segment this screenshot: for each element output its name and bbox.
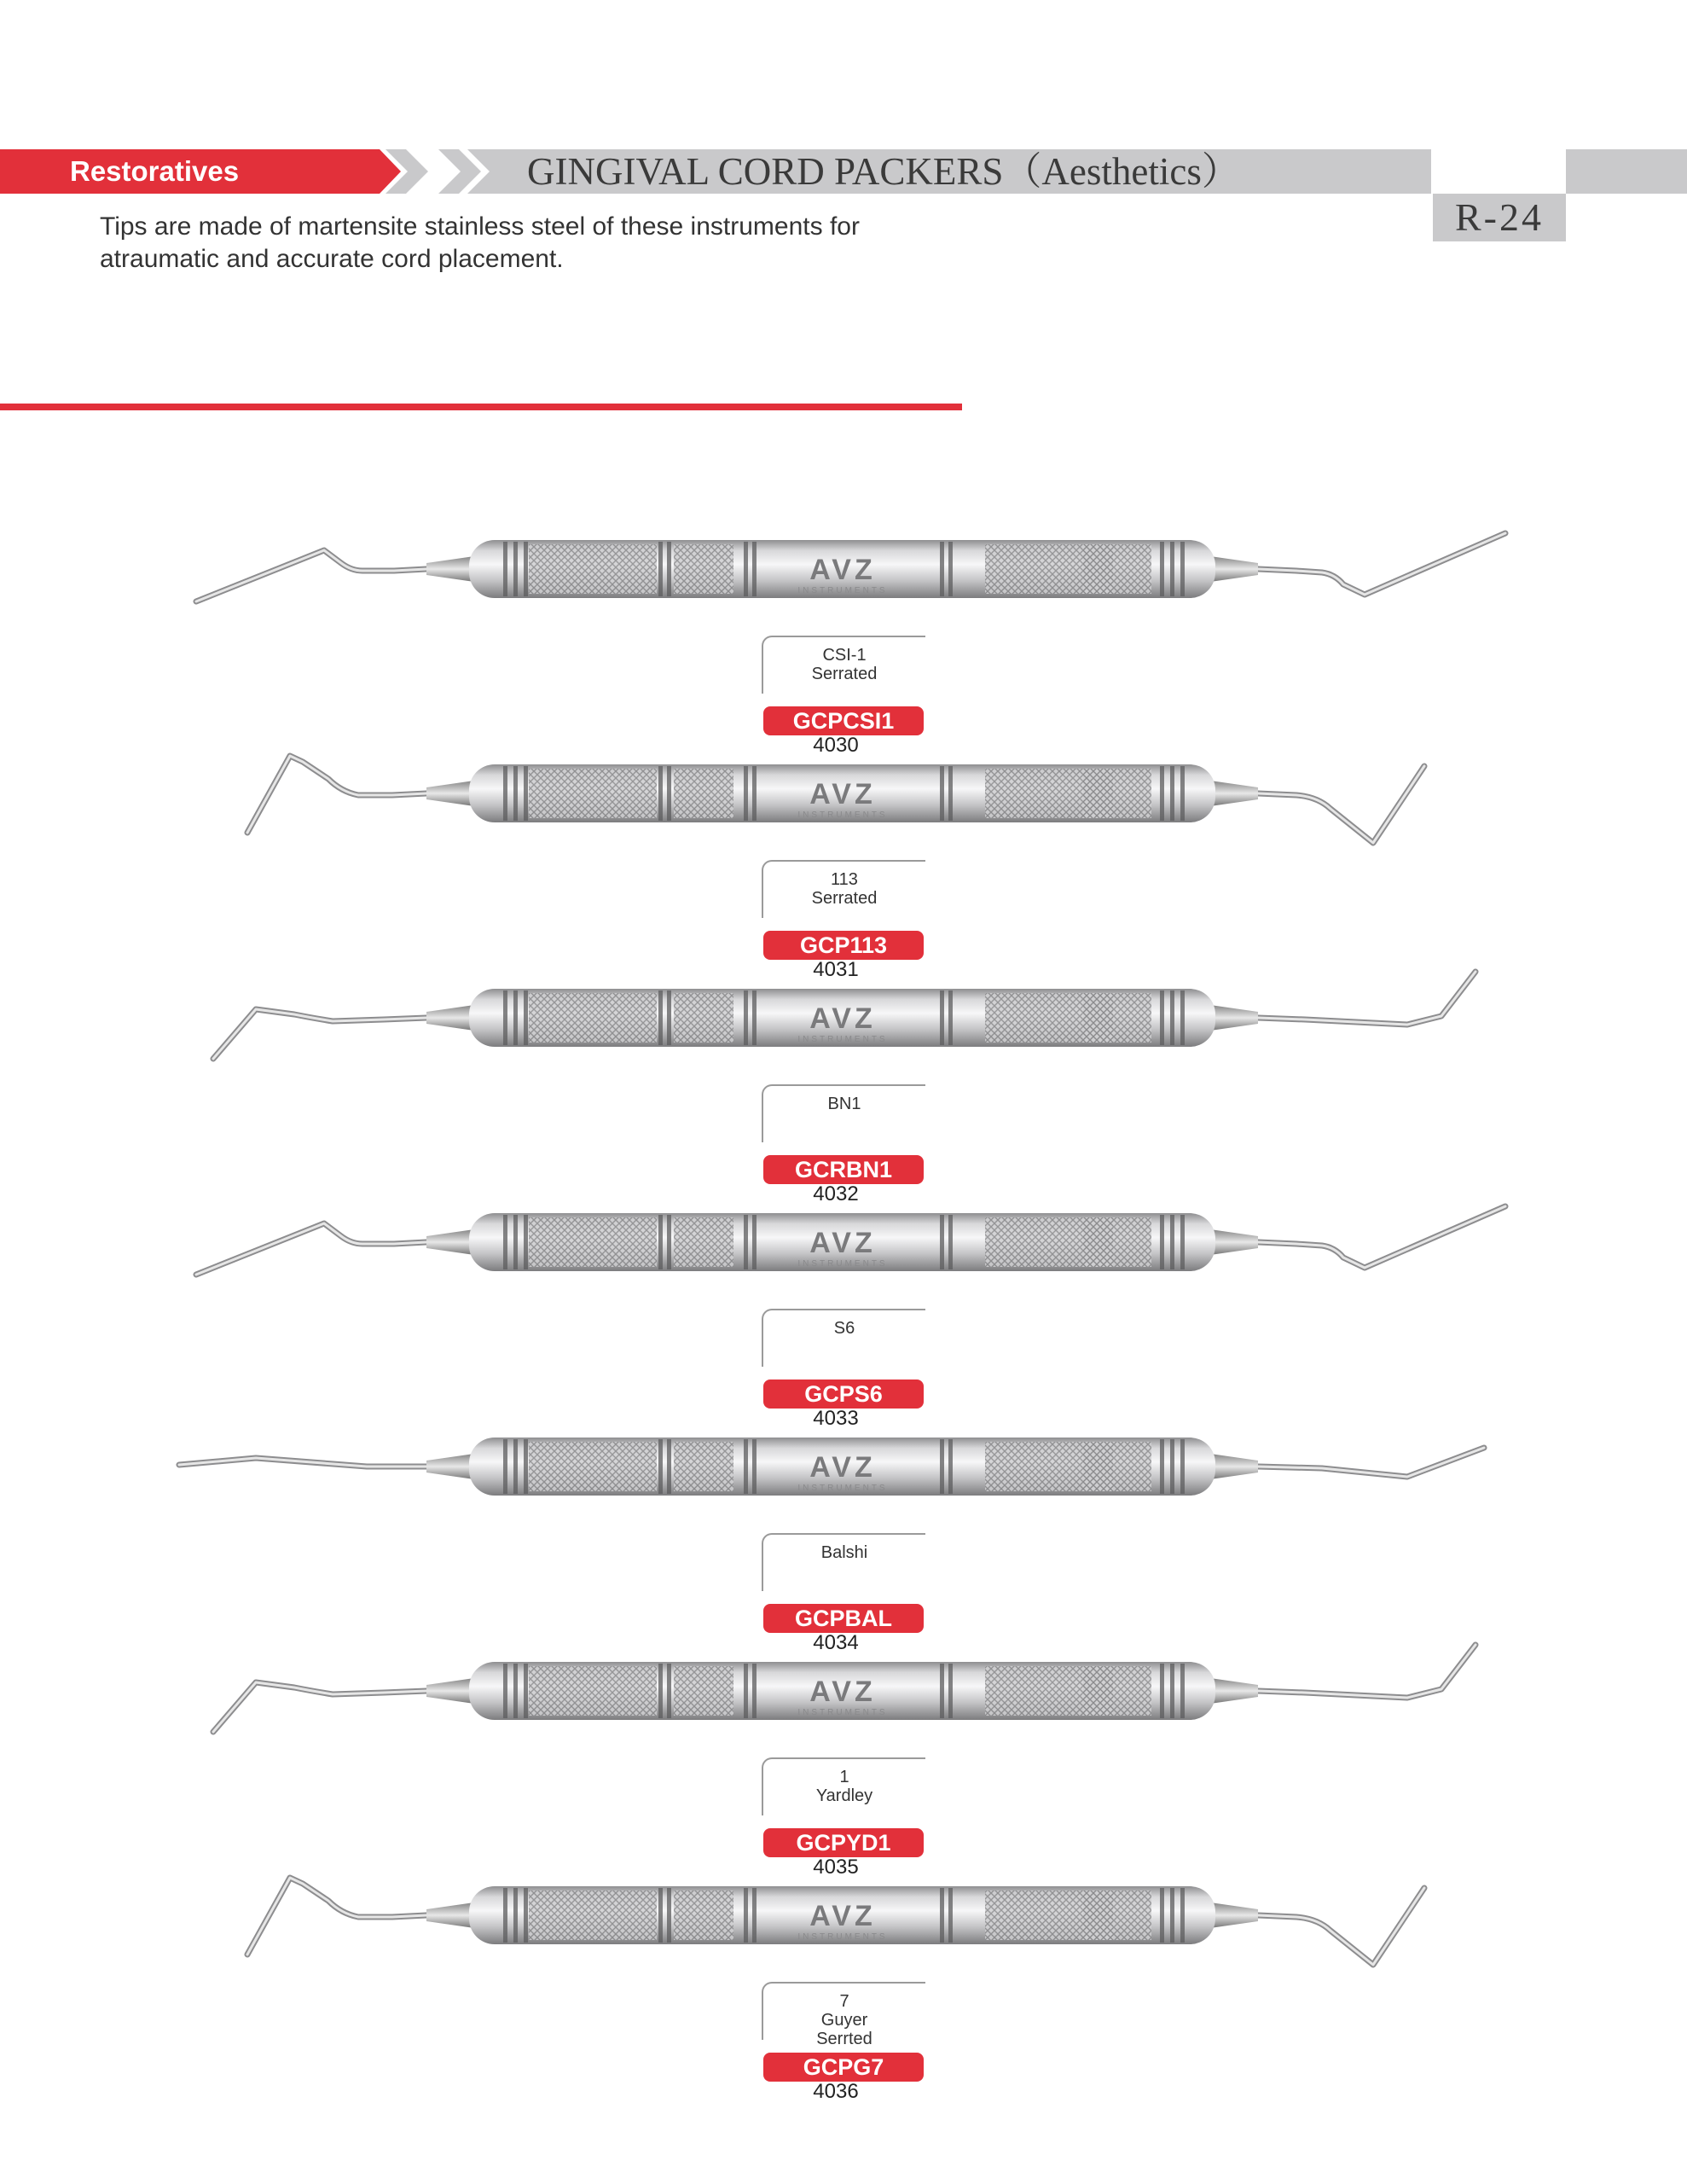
instrument-name-line: Serrated [811,889,878,908]
brand-logo-mark: AVZ [809,554,876,586]
page-number: R-24 [1455,195,1544,239]
instrument-drawing [128,965,1561,1101]
page-title: GINGIVAL CORD PACKERS（Aesthetics） [527,150,1240,193]
instrument-image [128,1638,1561,1774]
product-number: 4033 [813,1407,859,1430]
brand-logo-text: INSTRUMENTS [797,810,888,820]
instrument-drawing [128,741,1561,877]
brand-logo-mark: AVZ [809,1900,876,1932]
instrument-name [768,1319,921,1338]
instrument-name-line: BN1 [827,1095,861,1113]
instrument-name [768,1543,921,1562]
brand-logo-text: INSTRUMENTS [797,1484,888,1493]
product-number: 4031 [813,958,859,981]
instrument-image [128,516,1561,653]
instrument-name [768,1095,921,1113]
instrument-name [768,1992,921,2048]
brand-logo-text: INSTRUMENTS [797,1035,888,1044]
brand-logo-mark: AVZ [809,1227,876,1259]
brand-logo [797,1002,887,1044]
instrument-name-line: 1 [839,1768,849,1786]
brand-logo-mark: AVZ [809,1676,876,1708]
product-number: 4035 [813,1856,859,1879]
instrument-drawing [128,1189,1561,1326]
description-line: Tips are made of martensite stainless steel of these instruments for [100,212,860,241]
description-line: atraumatic and accurate cord placement. [100,245,564,273]
instrument-drawing [128,1414,1561,1550]
product-code-badge: GCP113 [763,931,924,960]
brand-logo-text: INSTRUMENTS [797,1708,888,1717]
product-code-badge: GCPYD1 [763,1828,924,1857]
description [100,211,953,276]
instrument-image [128,1414,1561,1550]
instrument-name-line: S6 [833,1319,855,1338]
brand-logo-mark: AVZ [809,1002,876,1035]
brand-logo [797,554,887,595]
instrument-name-line: 113 [831,870,858,889]
instrument-image [128,741,1561,877]
brand-logo-mark: AVZ [809,778,876,810]
product-number: 4034 [813,1631,859,1654]
instrument-name-line: 7 [839,1992,849,2011]
instrument-name-line: Balshi [820,1543,868,1562]
brand-logo [797,1900,887,1942]
instrument-drawing [128,516,1561,653]
instrument-image [128,1189,1561,1326]
label-bracket [762,1533,925,1591]
label-bracket [762,1309,925,1367]
instrument-name [768,870,921,908]
brand-logo [797,1227,887,1269]
section-rule [0,404,962,410]
header-right-bar [1566,149,1687,194]
brand-logo-text: INSTRUMENTS [797,586,888,595]
brand-logo [797,1451,887,1493]
product-code-badge: GCPS6 [763,1380,924,1409]
instrument-name-line: Serrted [816,2030,872,2048]
brand-logo-text: INSTRUMENTS [797,1259,888,1269]
product-number: 4036 [813,2080,859,2103]
instrument-name [768,1768,921,1805]
instrument-name-line: CSI-1 [822,646,867,665]
product-code-badge: GCPBAL [763,1604,924,1633]
product-number: 4032 [813,1182,859,1205]
category-label: Restoratives [70,155,240,187]
brand-logo [797,1676,887,1717]
label-bracket [762,1084,925,1142]
product-code-badge: GCPCSI1 [763,706,924,735]
instrument-image [128,1862,1561,1999]
product-number: 4030 [813,734,859,757]
brand-logo [797,778,887,820]
instrument-name [768,646,921,683]
instrument-drawing [128,1638,1561,1774]
product-code-badge: GCRBN1 [763,1155,924,1184]
instrument-name-line: Guyer [820,2011,868,2030]
instrument-name-line: Yardley [815,1786,873,1805]
product-code-badge: GCPG7 [763,2053,924,2082]
brand-logo-mark: AVZ [809,1451,876,1484]
instrument-name-line: Serrated [811,665,878,683]
instrument-drawing [128,1862,1561,1999]
instrument-image [128,965,1561,1101]
brand-logo-text: INSTRUMENTS [797,1932,888,1942]
